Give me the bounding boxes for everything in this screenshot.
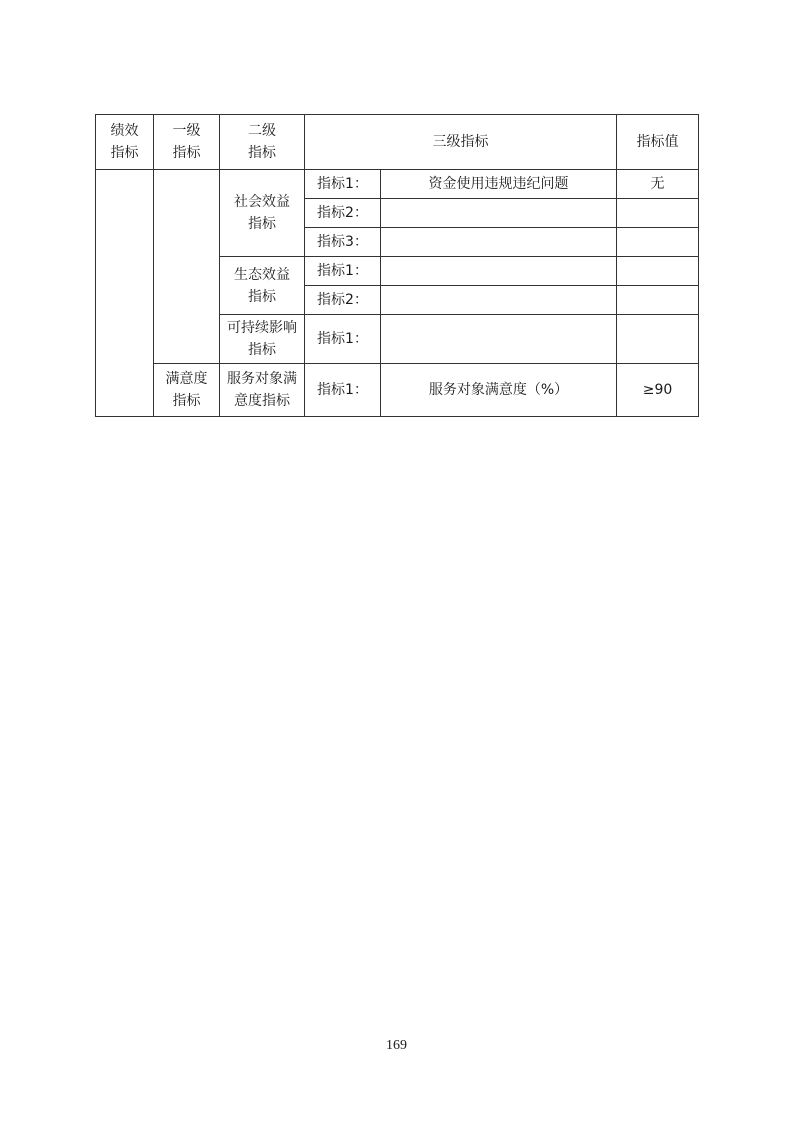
indicator-name <box>381 286 617 315</box>
header-level1-indicator: 一级 指标 <box>154 115 220 170</box>
level2-ecological-benefit: 生态效益 指标 <box>220 257 305 315</box>
header-performance-indicator: 绩效 指标 <box>96 115 154 170</box>
indicator-number: 指标1： <box>305 364 381 417</box>
indicator-number: 指标2： <box>305 286 381 315</box>
header-level3-indicator: 三级指标 <box>305 115 617 170</box>
indicator-value <box>617 286 699 315</box>
indicator-number: 指标1： <box>305 170 381 199</box>
indicator-name <box>381 257 617 286</box>
indicator-value <box>617 257 699 286</box>
indicator-value: 无 <box>617 170 699 199</box>
level2-sustainable-impact: 可持续影响 指标 <box>220 315 305 364</box>
header-level2-indicator: 二级 指标 <box>220 115 305 170</box>
table-row <box>96 364 699 417</box>
header-row <box>96 115 699 170</box>
indicator-value <box>617 315 699 364</box>
indicator-name: 资金使用违规违纪问题 <box>381 170 617 199</box>
indicator-number: 指标1： <box>305 257 381 286</box>
indicator-value <box>617 228 699 257</box>
page-number: 169 <box>386 1038 407 1053</box>
table-row <box>96 170 699 199</box>
indicator-name: 服务对象满意度（%） <box>381 364 617 417</box>
indicator-name <box>381 315 617 364</box>
indicator-value <box>617 199 699 228</box>
indicator-name <box>381 228 617 257</box>
indicator-name <box>381 199 617 228</box>
indicator-number: 指标1： <box>305 315 381 364</box>
indicator-value: ≥90 <box>617 364 699 417</box>
performance-indicator-cell <box>96 170 154 417</box>
level2-service-satisfaction: 服务对象满 意度指标 <box>220 364 305 417</box>
performance-indicator-table <box>95 114 699 417</box>
indicator-number: 指标2： <box>305 199 381 228</box>
indicator-number: 指标3： <box>305 228 381 257</box>
level2-social-benefit: 社会效益 指标 <box>220 170 305 257</box>
level1-indicator-cell <box>154 170 220 364</box>
header-indicator-value: 指标值 <box>617 115 699 170</box>
level1-satisfaction: 满意度 指标 <box>154 364 220 417</box>
